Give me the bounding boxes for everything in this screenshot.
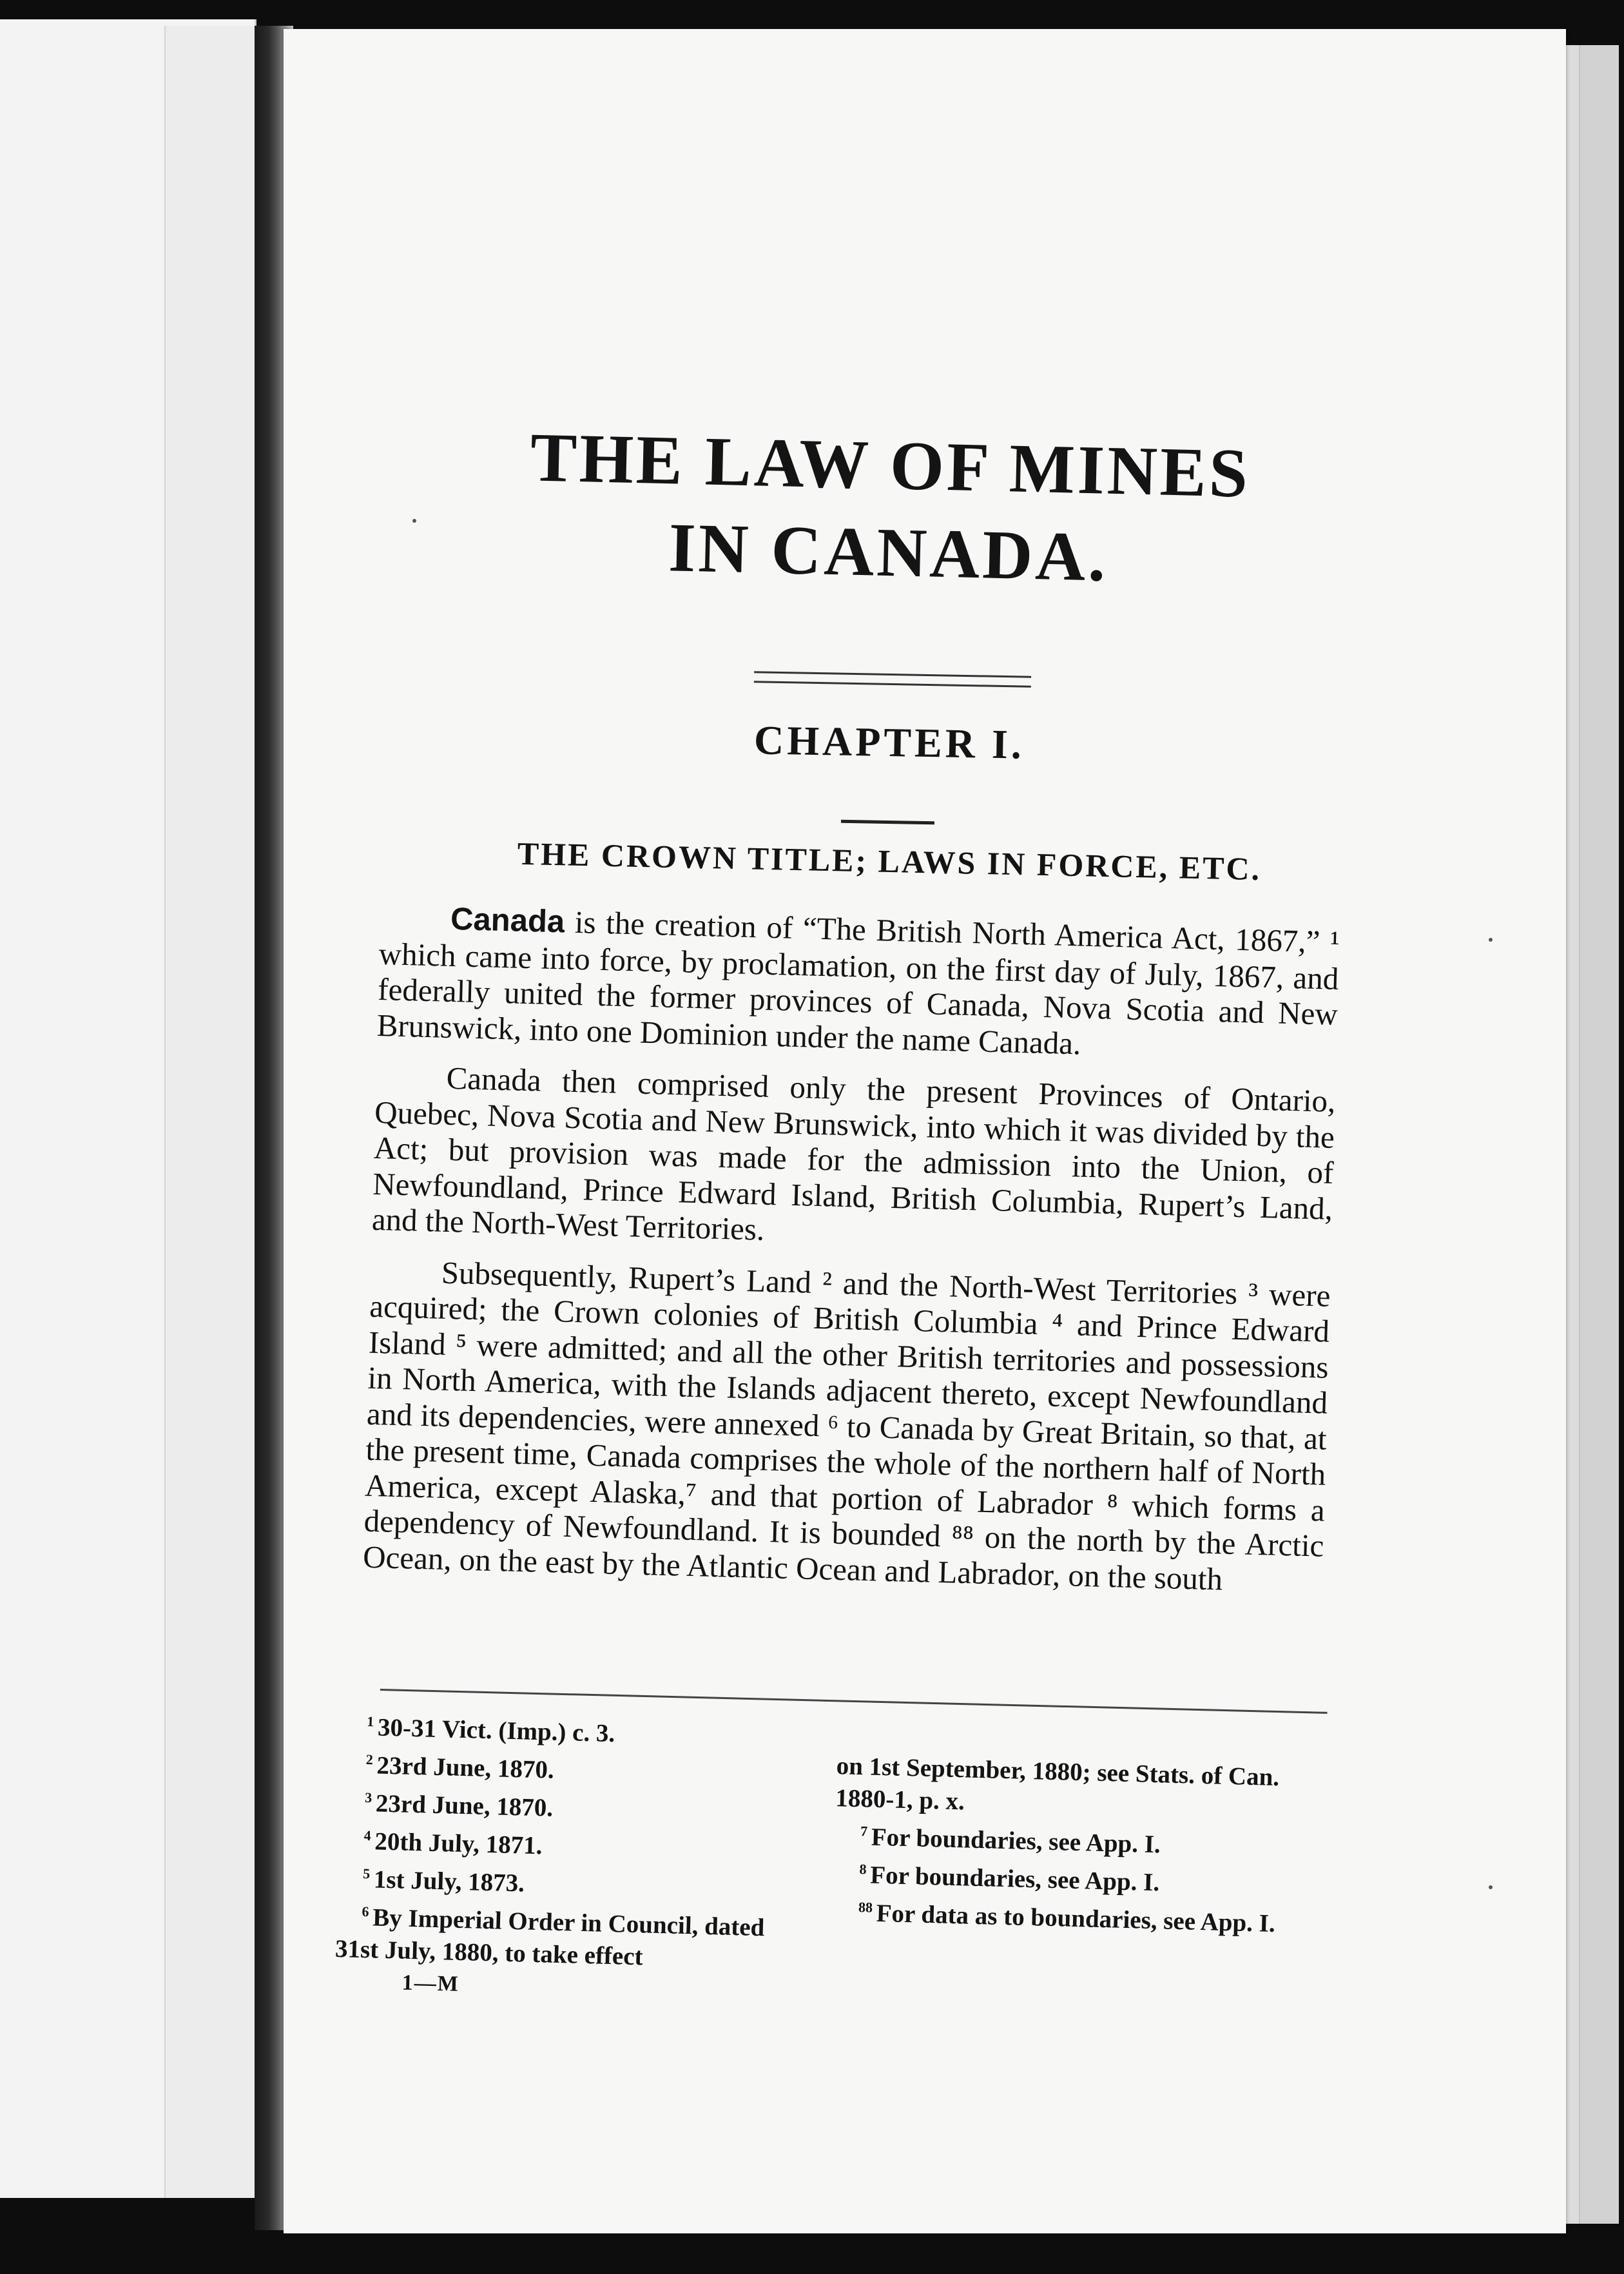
footnote: [835, 1750, 1288, 1826]
page-title: [340, 410, 1439, 608]
signature-mark: 1—M: [401, 1970, 460, 1996]
footnotes: [334, 1705, 1308, 2023]
footnote-mark: 8: [859, 1861, 867, 1878]
page-content: [334, 29, 1437, 2233]
page-stack-edge: [1579, 45, 1619, 2224]
paragraph: [363, 1252, 1331, 1599]
footnote-text: 23rd June, 1870.: [376, 1751, 555, 1784]
paper-speck: [1489, 938, 1493, 942]
paper-speck: [412, 519, 416, 523]
paragraph-text: Canada then comprised only the present Provinces of Ontario, Quebec, Nova Scotia and New Brunswick, into which it was divided by the Act; but provision was made for the admission into the Union, of Newfoundland, Prince Edward Island, British Columbia, Rupert’s Land, and the North-West Territories.: [371, 1060, 1337, 1247]
left-inner-leaf: [164, 26, 262, 2198]
footnote-mark: 2: [365, 1751, 374, 1768]
footnote-mark: 1: [367, 1713, 374, 1730]
paragraph-text: is the creation of “The British North America Act, 1867,” ¹ which came into force, by proclamation, on the first day of July, 1867, and federally united the former provinces of Canada, Nova Scotia and New Brunswick, into one Dominion under the name Canada.: [376, 904, 1340, 1062]
paragraph-text: Subsequently, Rupert’s Land ² and the North-West Territories ³ were acquired; the Crown colonies of British Columbia ⁴ and Prince Edward Island ⁵ were admitted; and all the other British territories and possessions in North America, with the Islands adjacent thereto, except Newfoundland and its dependencies, were annexed ⁶ to Canada by Great Britain, so that, at the present time, Canada comprises the whole of the northern half of North America, except Alaska,⁷ and that portion of Labrador ⁸ which forms a dependency of Newfoundland. It is bounded ⁸⁸ on the north by the Arctic Ocean, on the east by the Atlantic Ocean and Labrador, on the south: [362, 1254, 1331, 1597]
footnote-text: 30-31 Vict. (Imp.) c. 3.: [377, 1713, 615, 1748]
footnote-text: on 1st September, 1880; see Stats. of Can. 1880-1, p. x.: [835, 1752, 1280, 1816]
footnote-mark: 4: [363, 1827, 372, 1844]
footnote-text: 23rd June, 1870.: [375, 1789, 554, 1822]
footnote-mark: 6: [362, 1903, 369, 1920]
body-text: [363, 899, 1340, 1600]
footnote-text: By Imperial Order in Council, dated 31st July, 1880, to take effect: [334, 1903, 765, 1971]
footnote: [334, 1895, 788, 1977]
section-title: THE CROWN TITLE; LAWS IN FORCE, ETC.: [517, 835, 1262, 888]
footnote-text: For data as to boundaries, see App. I.: [876, 1899, 1276, 1938]
footnotes-right-column: [830, 1718, 1289, 2022]
footnote-text: 20th July, 1871.: [374, 1827, 543, 1860]
title-line-1: THE LAW OF MINES: [529, 419, 1252, 512]
title-line-2: IN CANADA.: [668, 509, 1109, 596]
footnote-mark: 5: [362, 1865, 371, 1882]
paragraph: [371, 1058, 1336, 1262]
footnote-mark: 88: [858, 1899, 873, 1916]
paragraph: [376, 899, 1340, 1068]
chapter-divider: [841, 820, 934, 825]
chapter-heading: CHAPTER I.: [753, 717, 1025, 768]
footnote-text: 1st July, 1873.: [373, 1865, 525, 1898]
title-divider: [754, 671, 1031, 688]
footnote-text: For boundaries, see App. I.: [871, 1823, 1161, 1859]
footnote-text: For boundaries, see App. I.: [869, 1861, 1160, 1897]
paragraph-lead: Canada: [450, 901, 565, 940]
footnote-mark: 7: [860, 1823, 868, 1840]
footnote-mark: 3: [364, 1789, 372, 1806]
paper-speck: [1489, 1885, 1493, 1889]
book-page: [284, 29, 1566, 2233]
footnotes-left-column: [334, 1705, 793, 2009]
